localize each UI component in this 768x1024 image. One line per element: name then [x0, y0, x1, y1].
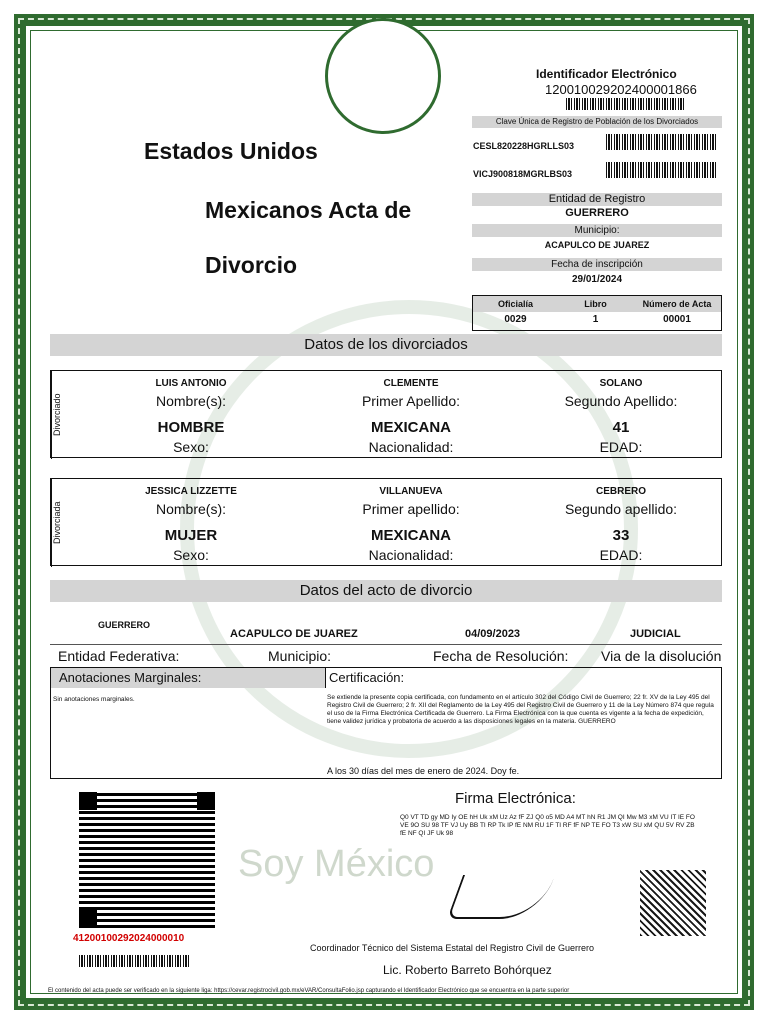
person2-edad-label: EDAD:	[599, 547, 643, 563]
acto-municipio: ACAPULCO DE JUAREZ	[230, 628, 358, 640]
person1-apellido2-label: Segundo Apellido:	[564, 393, 678, 409]
divorciada-side-label: Divorciada	[51, 479, 70, 567]
person1-sexo: HOMBRE	[157, 419, 225, 436]
person1-nombre: LUIS ANTONIO	[155, 378, 227, 389]
person1-nacionalidad-label: Nacionalidad:	[368, 439, 454, 455]
person1-edad-label: EDAD:	[599, 439, 643, 455]
person1-apellido2: SOLANO	[599, 378, 643, 389]
person2-apellido2: CEBRERO	[595, 486, 646, 497]
anotaciones-certificacion-table	[50, 667, 722, 779]
certificacion-text: Se extiende la presente copia certificada, con fundamento en el artículo 302 del Código Civil de Guerrero; 22 fr. XV de la Ley 495 del Registro Civil de Guerrero; 2 fr. XII del Reglamento de la Ley 495 del Registro Civil de Guerrero y 11 de la Ley Número 874 que regula el uso de la Firma Electrónica Certificada de Guerrero. La Firma Electrónica con la que cuenta es vigente a la fecha de expedición, tiene validez jurídica y probatoria de acuerdo a las disposiciones legales en la materia. GUERRERO	[327, 694, 714, 725]
qr-code-small	[640, 870, 706, 936]
oficialia-table	[472, 295, 722, 331]
soy-mexico: Soy México	[238, 843, 435, 885]
identifier-label: Identificador Electrónico	[536, 67, 677, 81]
municipio-label: Municipio:	[472, 224, 722, 237]
person2-apellido1: VILLANUEVA	[379, 486, 443, 497]
person1-nacionalidad: MEXICANA	[370, 419, 451, 436]
person2-sexo-label: Sexo:	[173, 547, 209, 563]
person1-table	[50, 370, 722, 458]
firmante: Lic. Roberto Barreto Bohórquez	[383, 963, 552, 977]
curp-barcode-2	[606, 162, 718, 178]
certificacion-label: Certificación:	[329, 670, 405, 685]
person2-nacionalidad: MEXICANA	[370, 527, 451, 544]
qr-code-large	[79, 792, 215, 928]
footer-verification: El contenido del acta puede ser verificado en la siguiente liga: https://cevar.registrocivil.gob.mx/eVAR/ConsultaFolio.jsp capturando el Identificador Electrónico que se encuentra en la parte superior	[48, 988, 570, 994]
curp-1: CESL820228HGRLLS03	[473, 141, 575, 151]
person1-apellido1: CLEMENTE	[383, 378, 439, 389]
fecha-label: Fecha de inscripción	[472, 258, 722, 271]
libro-label: Libro	[558, 296, 634, 312]
acto-fecha: 04/09/2023	[465, 628, 521, 640]
acto-via-label: Via de la disolución	[601, 648, 722, 664]
acto-entidad: GUERRERO	[98, 620, 151, 630]
oficialia-value: 0029	[504, 314, 527, 325]
anotaciones-label: Anotaciones Marginales:	[51, 668, 326, 688]
divorciado-side-label: Divorciado	[51, 371, 70, 459]
folio-barcode	[79, 955, 189, 967]
firma-text: Q0 VT TD gy MD Iy OE hH Uk xM Uz Az fF ZJ Q0 o5 MD A4 MT hN R1 JM QI Mw M3 xM VU IT IE FO VE 9O SU 98 TF VJ Uy BB TI RP Tk IP fE NM RU 1F TI RF fF NP TE FO T3 xW SU xM QU 5V RV ZB fE NF QI JF Uk 98	[400, 814, 695, 837]
curp-barcode-1	[606, 134, 718, 150]
curp-header: Clave Única de Registro de Población de los Divorciados	[472, 116, 722, 128]
datos-divorciados-header: Datos de los divorciados	[50, 334, 722, 356]
entidad-value: GUERRERO	[565, 207, 629, 219]
anotaciones-value: Sin anotaciones marginales.	[53, 696, 135, 703]
acto-municipio-label: Municipio:	[268, 648, 332, 664]
person1-apellido1-label: Primer Apellido:	[361, 393, 461, 409]
person2-table	[50, 478, 722, 566]
person1-edad: 41	[612, 419, 630, 436]
curp-2: VICJ900818MGRLBS03	[473, 169, 573, 179]
fecha-value: 29/01/2024	[571, 274, 623, 285]
national-seal-icon	[325, 18, 441, 134]
document-title-line1: Estados Unidos	[144, 138, 318, 164]
acto-entidad-label: Entidad Federativa:	[58, 648, 180, 664]
acto-via: JUDICIAL	[630, 628, 681, 640]
person2-nombre-label: Nombre(s):	[155, 501, 226, 517]
document-title-line2: Mexicanos Acta de	[205, 197, 412, 223]
entidad-label: Entidad de Registro	[472, 193, 722, 206]
identifier-barcode	[566, 98, 684, 110]
identifier-value: 120010029202400001866	[545, 82, 697, 97]
person1-nombre-label: Nombre(s):	[155, 393, 226, 409]
firma-label: Firma Electrónica:	[455, 790, 576, 807]
person1-sexo-label: Sexo:	[173, 439, 209, 455]
coordinador: Coordinador Técnico del Sistema Estatal del Registro Civil de Guerrero	[310, 943, 594, 953]
person2-edad: 33	[612, 527, 630, 544]
person2-nombre: JESSICA LIZZETTE	[145, 486, 237, 497]
libro-value: 1	[592, 314, 599, 325]
person2-apellido2-label: Segundo apellido:	[564, 501, 678, 517]
person2-sexo: MUJER	[164, 527, 218, 544]
folio: 41200100292024000010	[73, 933, 185, 944]
person2-nacionalidad-label: Nacionalidad:	[368, 547, 454, 563]
certificacion-fecha: A los 30 días del mes de enero de 2024. Doy fe.	[327, 766, 520, 776]
document-title-line3: Divorcio	[205, 252, 298, 278]
person2-apellido1-label: Primer apellido:	[362, 501, 460, 517]
numero-value: 00001	[663, 314, 691, 325]
acto-divorcio-header: Datos del acto de divorcio	[50, 580, 722, 602]
numero-label: Número de Acta	[633, 296, 721, 312]
acto-fecha-label: Fecha de Resolución:	[433, 648, 569, 664]
acto-line	[50, 644, 722, 645]
oficialia-label: Oficialía	[473, 296, 559, 312]
municipio-value: ACAPULCO DE JUAREZ	[544, 240, 650, 250]
